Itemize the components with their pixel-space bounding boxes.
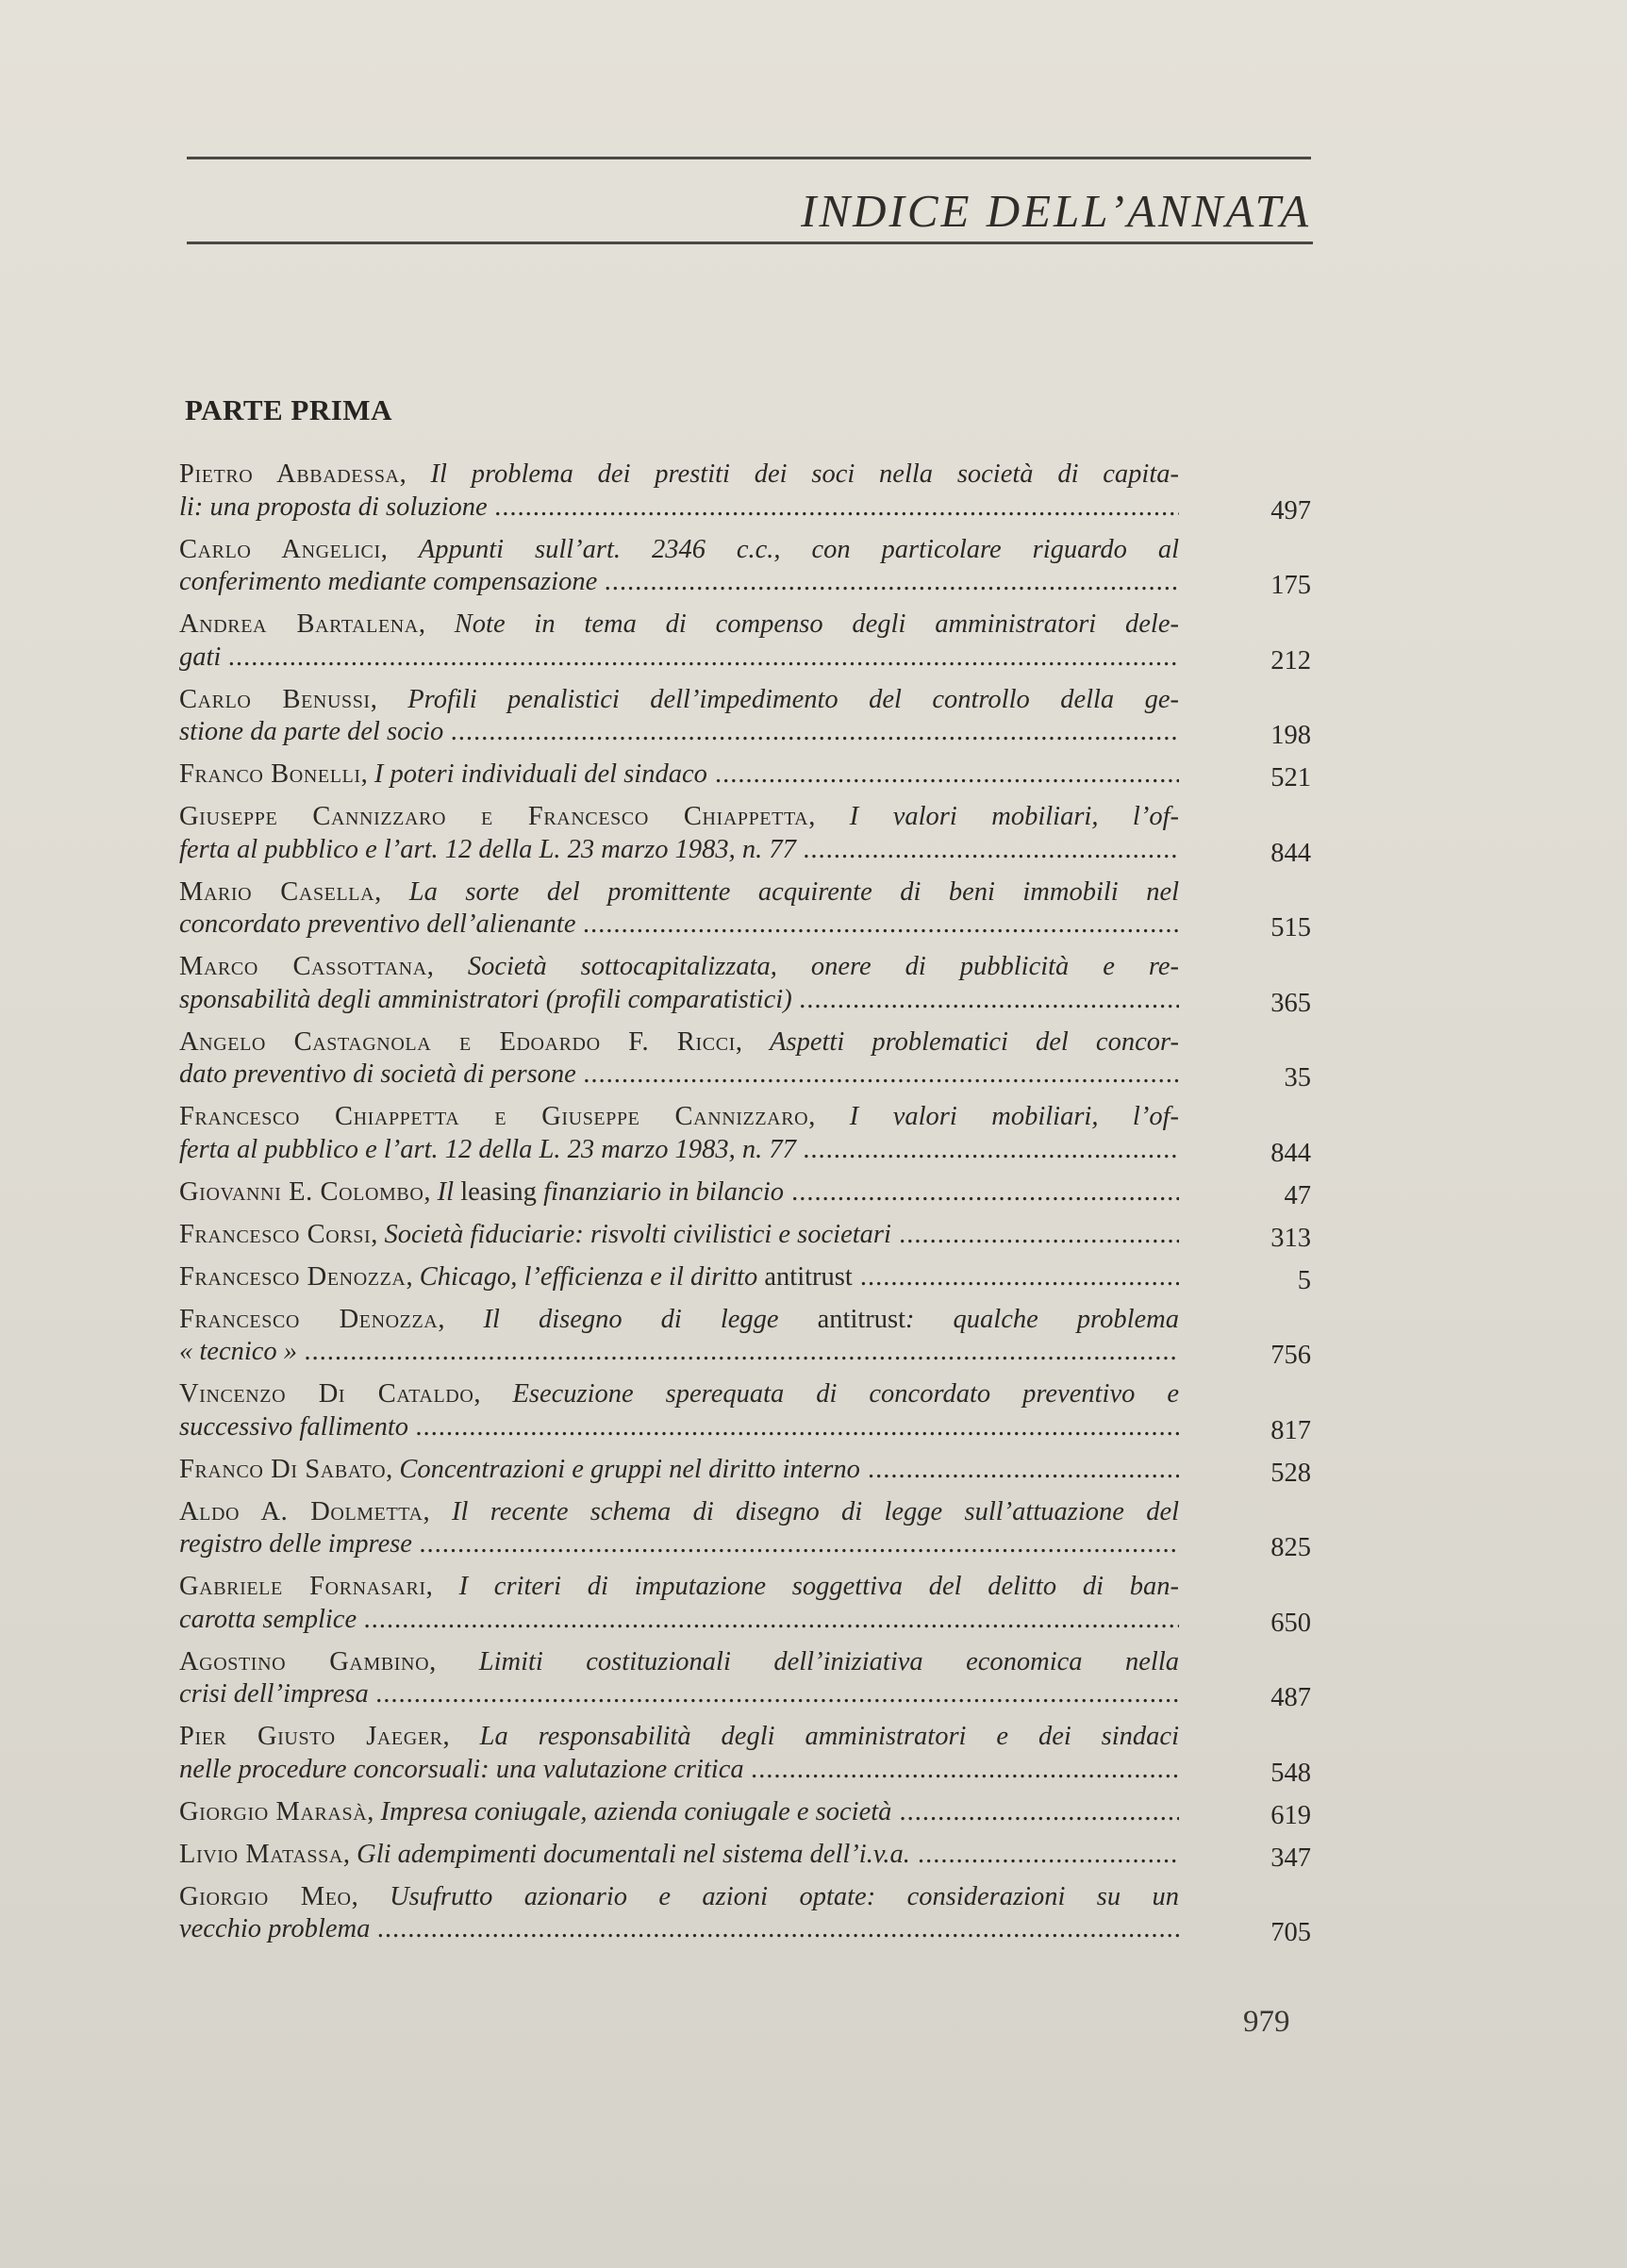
entry-page: 528 <box>1270 1458 1311 1488</box>
index-entry: Livio Matassa, Gli adempimenti documentali nel sistema dell’i.v.a. ..... 347 <box>179 1839 1311 1872</box>
entry-page: 47 <box>1284 1180 1311 1210</box>
entry-author: Pietro Abbadessa <box>179 459 400 489</box>
index-entry: Andrea Bartalena, Note in tema di compenso degli amministratori dele- gati ..... 212 <box>179 609 1311 674</box>
entry-title-line1: Note in tema di compenso degli amministratori dele- <box>454 609 1179 639</box>
header-rule-top <box>187 157 1311 159</box>
running-header: INDICE DELL’ANNATA <box>801 185 1311 237</box>
index-entry: Francesco Denozza, Chicago, l’efficienza e il diritto antitrust ..... 5 <box>179 1261 1311 1294</box>
entry-page: 844 <box>1270 838 1311 868</box>
page-number: 979 <box>1243 2005 1290 2039</box>
entry-title-line1: Concentrazioni e gruppi nel diritto interno <box>399 1454 860 1484</box>
index-entry: Aldo A. Dolmetta, Il recente schema di disegno di legge sull’attuazione del registro delle imprese ..... 825 <box>179 1496 1311 1561</box>
entry-title-line2: crisi dell’impresa ..... <box>179 1678 1179 1711</box>
entry-page: 548 <box>1270 1758 1311 1788</box>
index-entry: Giorgio Marasà, Impresa coniugale, azienda coniugale e società ..... 619 <box>179 1796 1311 1829</box>
entry-title-line1: I poteri individuali del sindaco <box>374 759 707 789</box>
entry-title-line1: Profili penalistici dell’impedimento del controllo della ge- <box>407 684 1179 714</box>
index-entry: Agostino Gambino, Limiti costituzionali dell’iniziativa economica nella crisi dell’impresa ..... 487 <box>179 1646 1311 1711</box>
entry-title-line2: dato preventivo di società di persone ..... <box>179 1059 1179 1092</box>
entry-title-line1: Esecuzione sperequata di concordato preventivo e <box>512 1379 1180 1409</box>
entry-page: 650 <box>1270 1608 1311 1638</box>
entry-title-line1: Usufrutto azionario e azioni optate: considerazioni su un <box>390 1881 1179 1911</box>
entry-author: Marco Cassottana <box>179 952 427 981</box>
entry-author: Francesco Chiappetta e Giuseppe Cannizzaro <box>179 1102 809 1131</box>
index-entry: Pietro Abbadessa, Il problema dei prestiti dei soci nella società di capita- li: una proposta di soluzione ..... 497 <box>179 459 1311 524</box>
entry-page: 5 <box>1297 1265 1311 1295</box>
index-entry: Vincenzo Di Cataldo, Esecuzione sperequata di concordato preventivo e successivo fallimento ..... 817 <box>179 1378 1311 1443</box>
index-entry: Angelo Castagnola e Edoardo F. Ricci, Aspetti problematici del concor- dato preventivo di società di persone ..... 35 <box>179 1026 1311 1092</box>
entry-title-line1: La sorte del promittente acquirente di beni immobili nel <box>408 876 1180 907</box>
entry-author: Franco Bonelli <box>179 759 361 789</box>
entry-title-line2: gati ..... <box>179 642 1179 675</box>
index-entry: Carlo Benussi, Profili penalistici dell’impedimento del controllo della ge- stione da parte del socio ..... 198 <box>179 684 1311 749</box>
entry-page: 515 <box>1270 913 1311 942</box>
index-entry: Franco Di Sabato, Concentrazioni e gruppi nel diritto interno ..... 528 <box>179 1454 1311 1487</box>
entry-title-line2: ferta al pubblico e l’art. 12 della L. 23 marzo 1983, n. 77 ..... <box>179 1134 1179 1167</box>
index-entry: Francesco Chiappetta e Giuseppe Cannizzaro, I valori mobiliari, l’of- ferta al pubblico e l’art. 12 della L. 23 marzo 1983, n. 77 ..... 844 <box>179 1101 1311 1166</box>
entry-page: 756 <box>1270 1341 1311 1370</box>
entry-title-line1: La responsabilità degli amministratori e dei sindaci <box>479 1722 1179 1751</box>
entry-title-line1: Società sottocapitalizzata, onere di pubblicità e re- <box>467 952 1180 981</box>
entry-page: 497 <box>1270 495 1311 525</box>
header-rule-bottom <box>187 242 1313 244</box>
index-entry: Francesco Denozza, Il disegno di legge antitrust: qualche problema « tecnico » ..... 756 <box>179 1304 1311 1369</box>
entry-title-line2: ferta al pubblico e l’art. 12 della L. 23 marzo 1983, n. 77 ..... <box>179 834 1179 867</box>
entry-title-line2: vecchio problema ..... <box>179 1913 1179 1946</box>
entry-title-line2: « tecnico » ..... <box>179 1336 1179 1369</box>
entry-page: 817 <box>1270 1415 1311 1445</box>
entry-title-line1: I valori mobiliari, l’of- <box>849 802 1179 831</box>
entry-title-line2: li: una proposta di soluzione ..... <box>179 492 1179 525</box>
index-entry: Giuseppe Cannizzaro e Francesco Chiappetta, I valori mobiliari, l’of- ferta al pubblico e l’art. 12 della L. 23 marzo 1983, n. 77 ..... 844 <box>179 801 1311 866</box>
entry-author: Giuseppe Cannizzaro e Francesco Chiappetta <box>179 802 809 831</box>
index-entry: Marco Cassottana, Società sottocapitalizzata, onere di pubblicità e re- sponsabilità degli amministratori (profili comparatistici) ..... 365 <box>179 951 1311 1016</box>
entry-title-line1: Il recente schema di disegno di legge sull’attuazione del <box>451 1496 1180 1526</box>
entry-author: Franco Di Sabato <box>179 1454 387 1484</box>
entry-title-line1: I criteri di imputazione soggettiva del delitto di ban- <box>458 1572 1180 1601</box>
entry-author: Giovanni E. Colombo <box>179 1176 424 1207</box>
entry-title-roman: antitrust <box>764 1261 853 1292</box>
entry-page: 313 <box>1270 1223 1311 1253</box>
section-title: PARTE PRIMA <box>185 393 392 426</box>
index-entry: Giovanni E. Colombo, Il leasing finanziario in bilancio ..... 47 <box>179 1176 1311 1209</box>
entry-title-line2: concordato preventivo dell’alienante ..... <box>179 909 1179 942</box>
entry-title-line2: nelle procedure concorsuali: una valutazione critica ..... <box>179 1754 1179 1787</box>
index-entry: Gabriele Fornasari, I criteri di imputazione soggettiva del delitto di ban- carotta semplice ..... 650 <box>179 1571 1311 1636</box>
entry-title-part: Il disegno di legge <box>483 1304 818 1334</box>
entry-page: 212 <box>1270 645 1311 675</box>
entry-title-line1: Il problema dei prestiti dei soci nella società di capita- <box>430 459 1180 489</box>
index-entry: Franco Bonelli, I poteri individuali del sindaco ..... 521 <box>179 759 1311 792</box>
entry-author: Gabriele Fornasari <box>179 1572 426 1601</box>
entry-title-line2: stione da parte del socio ..... <box>179 716 1179 749</box>
entry-title-line2: conferimento mediante compensazione ..... <box>179 566 1179 599</box>
entry-title-part: finanziario in bilancio <box>536 1176 784 1207</box>
entry-title-part: Chicago, l’efficienza e il diritto <box>419 1261 765 1292</box>
entry-page: 347 <box>1270 1843 1311 1873</box>
entry-page: 619 <box>1270 1800 1311 1830</box>
entry-page: 365 <box>1270 988 1311 1018</box>
entry-title-line2: successivo fallimento ..... <box>179 1411 1179 1444</box>
index-entry: Carlo Angelici, Appunti sull’art. 2346 c.c., con particolare riguardo al conferimento mediante compensazione ..... 175 <box>179 534 1311 599</box>
entry-page: 844 <box>1270 1138 1311 1168</box>
entry-title-line1: Impresa coniugale, azienda coniugale e società <box>380 1796 892 1826</box>
entry-author: Giorgio Marasà <box>179 1796 368 1826</box>
entry-title-line1: Aspetti problematici del concor- <box>770 1026 1179 1057</box>
entry-page: 487 <box>1270 1683 1311 1712</box>
entry-author: Carlo Benussi <box>179 684 371 714</box>
entry-page: 35 <box>1284 1063 1311 1092</box>
entry-title-line2: registro delle imprese ..... <box>179 1528 1179 1561</box>
entry-title-line1: Appunti sull’art. 2346 c.c., con particolare riguardo al <box>418 534 1180 564</box>
entry-title-line1: Gli adempimenti documentali nel sistema dell’i.v.a. <box>357 1839 910 1869</box>
entry-author: Francesco Corsi <box>179 1219 372 1249</box>
entry-title-part: : qualche problema <box>905 1304 1179 1334</box>
entry-title-part: Il <box>437 1176 461 1207</box>
entry-author: Aldo A. Dolmetta <box>179 1496 423 1526</box>
entry-title-line2: carotta semplice ..... <box>179 1604 1179 1637</box>
entry-author: Andrea Bartalena <box>179 609 419 639</box>
entry-title-line2: sponsabilità degli amministratori (profili comparatistici) ..... <box>179 984 1179 1017</box>
entry-author: Carlo Angelici <box>179 534 381 564</box>
index-entries <box>179 459 1311 1956</box>
entry-title-line1: Limiti costituzionali dell’iniziativa economica nella <box>478 1646 1180 1676</box>
index-entry: Francesco Corsi, Società fiduciarie: risvolti civilistici e societari ..... 313 <box>179 1219 1311 1252</box>
index-entry: Giorgio Meo, Usufrutto azionario e azioni optate: considerazioni su un vecchio problema ..... 705 <box>179 1881 1311 1946</box>
entry-author: Mario Casella <box>179 876 375 907</box>
entry-page: 825 <box>1270 1533 1311 1562</box>
entry-author: Pier Giusto Jaeger <box>179 1722 443 1751</box>
index-entry: Pier Giusto Jaeger, La responsabilità degli amministratori e dei sindaci nelle procedure concorsuali: una valutazione critica ..... 548 <box>179 1721 1311 1786</box>
entry-author: Francesco Denozza <box>179 1304 439 1334</box>
entry-page: 705 <box>1270 1918 1311 1947</box>
entry-page: 521 <box>1270 763 1311 792</box>
entry-author: Agostino Gambino <box>179 1646 430 1676</box>
entry-title-roman: antitrust <box>817 1304 906 1334</box>
entry-title-roman: leasing <box>460 1176 537 1207</box>
entry-page: 198 <box>1270 721 1311 750</box>
entry-title-line1: I valori mobiliari, l’of- <box>849 1102 1179 1131</box>
entry-author: Giorgio Meo <box>179 1881 352 1911</box>
entry-title-line1: Società fiduciarie: risvolti civilistici e societari <box>384 1219 891 1249</box>
entry-author: Angelo Castagnola e Edoardo F. Ricci <box>179 1026 736 1057</box>
entry-author: Francesco Denozza <box>179 1261 407 1292</box>
entry-page: 175 <box>1270 571 1311 600</box>
index-entry: Mario Casella, La sorte del promittente acquirente di beni immobili nel concordato preventivo dell’alienante ..... 515 <box>179 876 1311 942</box>
entry-author: Vincenzo Di Cataldo <box>179 1379 474 1409</box>
entry-author: Livio Matassa <box>179 1839 343 1869</box>
